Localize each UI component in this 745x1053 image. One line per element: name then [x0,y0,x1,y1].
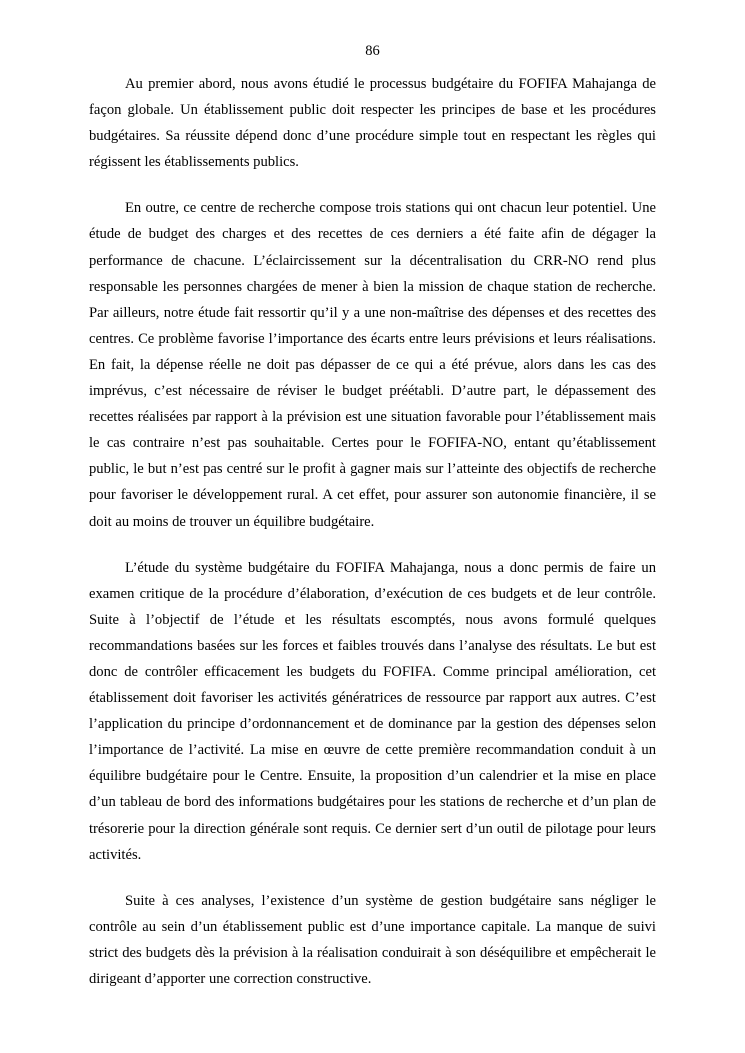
paragraph-3: L’étude du système budgétaire du FOFIFA Mahajanga, nous a donc permis de faire un examen critique de la procédure d’élaboration, d’exécution de ces budgets et de leur contrôle. Suite à l’objectif de l’étude et les résultats escomptés, nous avons formulé quelques recommandations basées sur les forces et faibles trouvés dans l’analyse des résultats. Le but est donc de contrôler efficacement les budgets du FOFIFA. Comme principal amélioration, cet établissement doit favoriser les activités génératrices de ressource par rapport aux autres. C’est l’application du principe d’ordonnancement et de dominance par la gestion des dépenses selon l’importance de l’activité. La mise en œuvre de cette première recommandation conduit à un équilibre budgétaire pour le Centre. Ensuite, la proposition d’un calendrier et la mise en place d’un tableau de bord des informations budgétaires pour les stations de recherche et d’un plan de trésorerie pour la direction générale sont requis. Ce dernier sert d’un outil de pilotage pour leurs activités. [89,559,656,863]
page-number: 86 [365,43,380,59]
body-text [89,71,656,992]
paragraph-4: Suite à ces analyses, l’existence d’un système de gestion budgétaire sans négliger le contrôle au sein d’un établissement public est d’une importance capitale. La manque de suivi strict des budgets dès la prévision à la réalisation conduirait à son déséquilibre et empêcherait le dirigeant d’apporter une correction constructive. [89,892,656,987]
paragraph-2: En outre, ce centre de recherche compose trois stations qui ont chacun leur potentiel. Une étude de budget des charges et des recettes de ces derniers a été faite afin de dégager la performance de chacune. L’éclaircissement sur la décentralisation du CRR-NO rend plus responsable les personnes chargées de mener à bien la mission de chaque station de recherche. Par ailleurs, notre étude fait ressortir qu’il y a une non-maîtrise des dépenses et des recettes des centres. Ce problème favorise l’importance des écarts entre leurs prévisions et leurs réalisations. En fait, la dépense réelle ne doit pas dépasser de ce qui a été prévue, alors dans les cas des imprévus, c’est nécessaire de réviser le budget préétabli. D’autre part, le dépassement des recettes réalisées par rapport à la prévision est une situation favorable pour l’établissement mais le cas contraire n’est pas souhaitable. Certes pour le FOFIFA-NO, entant qu’établissement public, le but n’est pas centré sur le profit à gagner mais sur l’atteinte des objectifs de recherche pour favoriser le développement rural. A cet effet, pour assurer son autonomie financière, il se doit au moins de trouver un équilibre budgétaire. [89,200,656,530]
paragraph-1: Au premier abord, nous avons étudié le processus budgétaire du FOFIFA Mahajanga de façon globale. Un établissement public doit respecter les principes de base et les procédures budgétaires. Sa réussite dépend donc d’une procédure simple tout en respectant les règles qui régissent les établissements publics. [89,76,656,171]
